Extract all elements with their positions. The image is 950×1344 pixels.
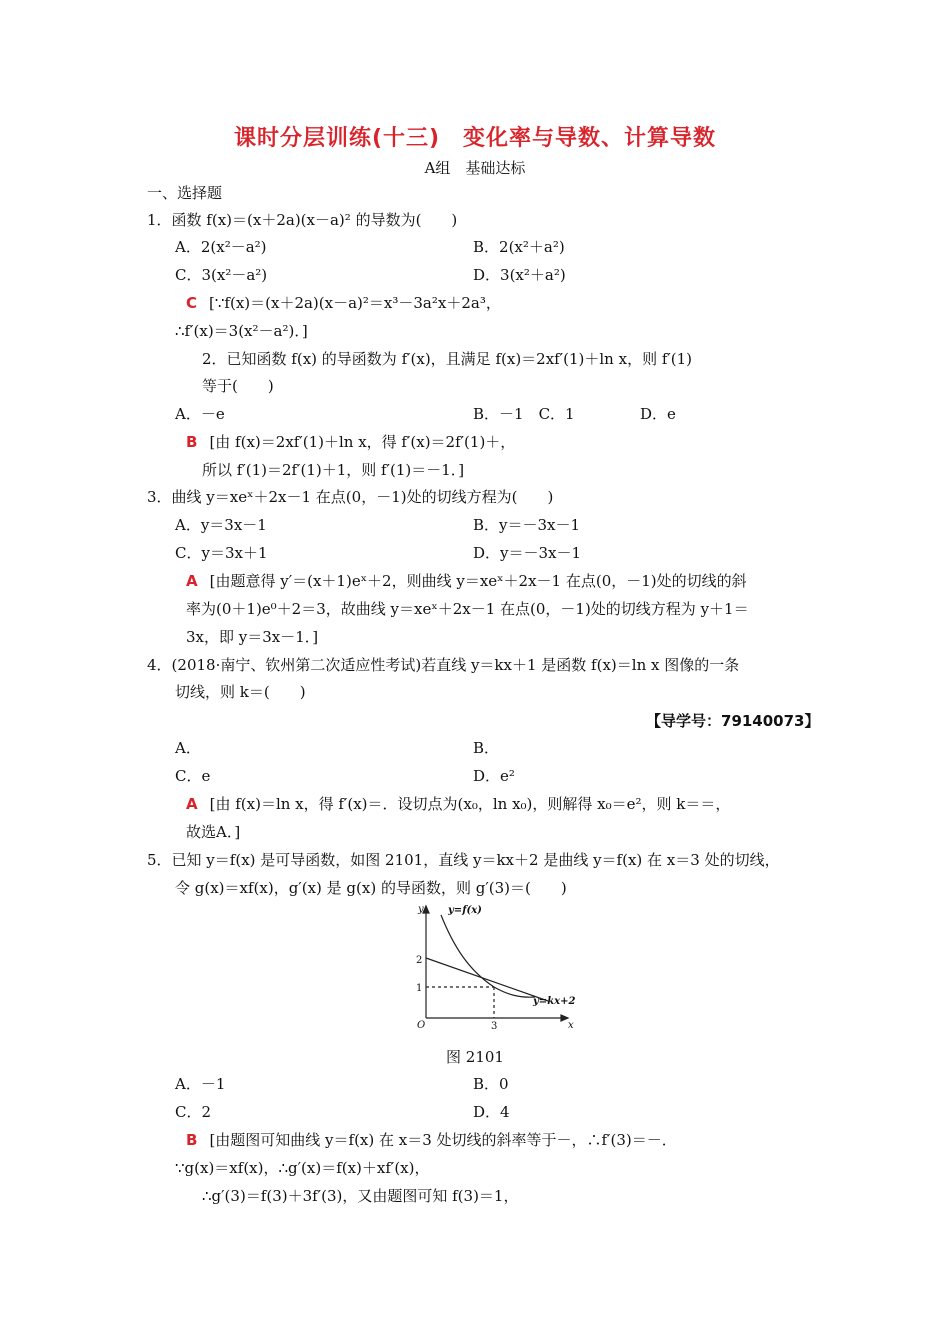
- q2-option-d: D．e: [640, 405, 676, 423]
- q3-stem: 3．曲线 y＝xeˣ＋2x－1 在点(0，－1)处的切线方程为( ): [147, 488, 554, 506]
- tangent-figure: [408, 900, 588, 1035]
- y-axis-arrow: [423, 906, 429, 913]
- x-axis-label: x: [568, 1020, 574, 1031]
- guide-number: 【导学号：79140073】: [646, 712, 820, 730]
- q4-stem-line2: 切线，则 k＝( ): [175, 683, 306, 701]
- q1-solution-text1: [∵f(x)＝(x＋2a)(x－a)²＝x³－3a²x＋2a³，: [209, 294, 501, 312]
- q2-stem-line1: 2．已知函数 f(x) 的导函数为 f′(x)，且满足 f(x)＝2xf′(1)＋ln x，则 f′(1): [202, 350, 693, 368]
- q2-answer: B: [186, 433, 198, 451]
- q4-option-a: A．: [175, 739, 201, 757]
- q3-option-a: A．y＝3x－1: [175, 516, 267, 534]
- x-axis-arrow: [561, 1015, 568, 1021]
- q1-option-a: A．2(x²－a²): [175, 238, 267, 256]
- q5-stem-line1: 5．已知 y＝f(x) 是可导函数，如图 2101，直线 y＝kx＋2 是曲线 y＝f(x) 在 x＝3 处的切线，: [147, 851, 780, 869]
- q4-solution-line1: [186, 794, 730, 814]
- q3-solution-line2: 率为(0＋1)e⁰＋2＝3，故曲线 y＝xeˣ＋2x－1 在点(0，－1)处的切线方程为 y＋1＝: [186, 600, 749, 618]
- q2-option-a: A．－e: [175, 405, 225, 423]
- q5-option-d: D．4: [473, 1103, 510, 1121]
- q3-solution-line3: 3x，即 y＝3x－1．]: [186, 628, 319, 646]
- q3-option-c: C．y＝3x＋1: [175, 544, 268, 562]
- q3-option-b: B．y＝－3x－1: [473, 516, 581, 534]
- curve-f: [441, 915, 535, 997]
- q4-option-d: D．e²: [473, 767, 515, 785]
- line-label: y=kx+2: [533, 996, 576, 1007]
- page-title: 课时分层训练(十三) 变化率与导数、计算导数: [233, 126, 717, 151]
- q1-answer: C: [186, 294, 198, 312]
- q1-option-d: D．3(x²＋a²): [473, 266, 566, 284]
- q4-solution-line2: 故选A．]: [186, 823, 241, 841]
- q5-option-c: C．2: [175, 1103, 212, 1121]
- q3-answer: A: [186, 572, 198, 590]
- q1-option-c: C．3(x²－a²): [175, 266, 268, 284]
- q3-solution-line1: [186, 571, 747, 591]
- q2-solution-line1: [186, 432, 515, 452]
- q2-solution-text1: [由 f(x)＝2xf′(1)＋ln x，得 f′(x)＝2f′(1)＋，: [209, 433, 516, 451]
- q1-option-b: B．2(x²＋a²): [473, 238, 565, 256]
- q5-solution-line2: ∵g(x)＝xf(x)，∴g′(x)＝f(x)＋xf′(x)，: [175, 1159, 430, 1177]
- q3-option-d: D．y＝－3x－1: [473, 544, 582, 562]
- q4-stem-line1: 4．(2018·南宁、钦州第二次适应性考试)若直线 y＝kx＋1 是函数 f(x)＝ln x 图像的一条: [147, 656, 740, 674]
- q5-solution-line3: ∴g′(3)＝f(3)＋3f′(3)，又由题图可知 f(3)＝1，: [202, 1187, 519, 1205]
- q5-solution-line1: [186, 1130, 677, 1150]
- q2-option-bc: B．－1 C．1: [473, 405, 575, 423]
- q4-option-b: B．: [473, 739, 500, 757]
- tangent-line: [426, 958, 548, 1001]
- q4-answer: A: [186, 795, 198, 813]
- q3-solution-text1: [由题意得 y′＝(x＋1)eˣ＋2，则曲线 y＝xeˣ＋2x－1 在点(0，－1)处的切线的斜: [209, 572, 747, 590]
- curve-label: y=f(x): [448, 905, 482, 916]
- q5-solution-text1: [由题图可知曲线 y＝f(x) 在 x＝3 处切线的斜率等于－，∴f′(3)＝－．: [209, 1131, 677, 1149]
- section-subtitle: A组 基础达标: [424, 159, 526, 177]
- q5-option-a: A．－1: [175, 1075, 226, 1093]
- origin-label: O: [417, 1020, 426, 1031]
- q4-option-c: C．e: [175, 767, 211, 785]
- q5-option-b: B．0: [473, 1075, 509, 1093]
- tick-y-1: 1: [416, 983, 423, 994]
- section-heading: 一、选择题: [147, 184, 223, 202]
- q2-stem-line2: 等于( ): [202, 377, 274, 395]
- figure-caption: 图 2101: [446, 1048, 504, 1066]
- tick-x-3: 3: [491, 1021, 498, 1032]
- q1-solution-line1: [186, 293, 501, 313]
- tick-y-2: 2: [416, 955, 423, 966]
- q2-solution-line2: 所以 f′(1)＝2f′(1)＋1，则 f′(1)＝－1．]: [202, 461, 465, 479]
- y-axis-label: y: [418, 904, 424, 915]
- q1-stem: 1．函数 f(x)＝(x＋2a)(x－a)² 的导数为( ): [147, 211, 458, 229]
- q5-answer: B: [186, 1131, 198, 1149]
- q4-solution-text1: [由 f(x)＝ln x，得 f′(x)＝．设切点为(x₀，ln x₀)，则解得 x₀＝e²，则 k＝＝，: [209, 795, 731, 813]
- q5-stem-line2: 令 g(x)＝xf(x)，g′(x) 是 g(x) 的导函数，则 g′(3)＝( ): [175, 879, 567, 897]
- q1-solution-line2: ∴f′(x)＝3(x²－a²)．]: [175, 322, 308, 340]
